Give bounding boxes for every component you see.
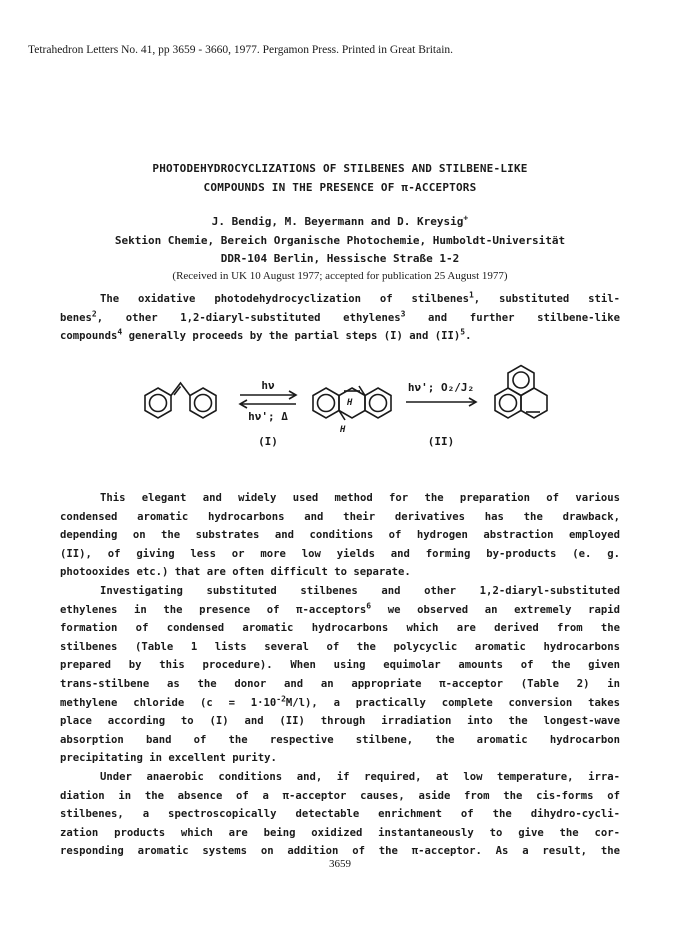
- paragraph-2-line: methylene chloride $(c = 1\cdot 10^{-2}M/l)$, a practically complete conversion takes: [60, 694, 620, 709]
- paragraph-1: [60, 489, 620, 582]
- journal-header: Tetrahedron Letters No. 41, pp 3659 - 3660, 1977. Pergamon Press. Printed in Great Britain.: [28, 44, 454, 56]
- intro-line-2: benes$^2$, other 1,2-diaryl-substituted ethylenes$^3$ and further stilbene-like: [60, 309, 620, 324]
- step-one-forward-label: hν: [261, 379, 275, 392]
- paragraph-1-line: This elegant and widely used method for the preparation of various: [100, 492, 620, 504]
- authors: J. Bendig, M. Beyermann and D. Kreysig+: [211, 213, 469, 228]
- paragraph-3-line: Under anaerobic conditions and, if required, at low temperature, irra-: [100, 771, 620, 783]
- step-two-label: (II): [427, 435, 455, 448]
- step-one-label: (I): [258, 435, 278, 448]
- paragraph-3-line: diation in the absence of a π-acceptor causes, aside from the cis-forms of: [60, 789, 620, 802]
- title-line-1: PHOTODEHYDROCYCLIZATIONS OF STILBENES AND STILBENE-LIKE: [152, 162, 528, 175]
- paragraph-2-line: prepared by this procedure). When using equimolar amounts of the given: [60, 659, 620, 672]
- intro-paragraph: [60, 290, 620, 346]
- paragraph-3-line: stilbenes, a spectroscopically detectable enrichment of the dihydro-cycli-: [60, 808, 620, 821]
- paragraph-2-line: trans-stilbene as the donor and an appropriate π-acceptor (Table 2) in: [60, 677, 620, 690]
- paragraph-2-line: place according to (I) and (II) through irradiation into the longest-wave: [60, 715, 620, 728]
- page-number: 3659: [329, 858, 351, 870]
- paragraph-2: [60, 582, 620, 768]
- paragraph-1-line: depending on the substrates and conditions of hydrogen abstraction employed: [60, 529, 620, 542]
- step-two-arrow: [406, 398, 476, 406]
- paragraph-2-line: stilbenes (Table 1 lists several of the polycyclic aromatic hydrocarbons: [60, 640, 620, 653]
- hydrogen-label-lower: H: [340, 425, 346, 435]
- affiliation-line-1: Sektion Chemie, Bereich Organische Photochemie, Humboldt-Universität: [114, 234, 566, 247]
- paragraph-2-line: precipitating in excellent purity.: [60, 752, 277, 765]
- paragraph-3-line: zation products which are being oxidized instantaneously to give the cor-: [60, 826, 620, 839]
- title-line-2: COMPOUNDS IN THE PRESENCE OF π-ACCEPTORS: [203, 181, 477, 194]
- stilbene-structure: [145, 383, 216, 418]
- step-one-reverse-label: hν'; Δ: [248, 410, 288, 423]
- step-two-reagents: hν'; O₂/J₂: [407, 381, 475, 394]
- intro-line-3: compounds$^4$ generally proceeds by the partial steps (I) and (II)$^5$.: [60, 327, 472, 343]
- paragraph-2-line: Investigating substituted stilbenes and other 1,2-diaryl-substituted: [100, 585, 620, 597]
- paragraph-2-line: absorption band of the respective stilbene, the aromatic hydrocarbon: [60, 733, 620, 746]
- paragraph-1-line: photooxides etc.) that are often difficult to separate.: [60, 566, 411, 579]
- paragraph-1-line: condensed aromatic hydrocarbons and their derivatives has the drawback,: [60, 510, 620, 523]
- intro-line-1: The oxidative photodehydrocyclization of stilbenes$^1$, substituted stil-: [100, 290, 620, 305]
- paragraph-3-line: responding aromatic systems on addition of the π-acceptor. As a result, the: [60, 845, 620, 858]
- paragraph-3: [60, 768, 620, 861]
- paragraph-1-line: (II), of giving less or more low yields and forming by-products (e. g.: [60, 547, 620, 560]
- paragraph-2-line: ethylenes in the presence of π-acceptors$^6$ we observed an extremely rapid: [60, 601, 621, 616]
- paragraph-2-line: formation of condensed aromatic hydrocarbons which are derived from the: [60, 622, 620, 635]
- affiliation-line-2: DDR-104 Berlin, Hessische Straße 1-2: [220, 252, 460, 265]
- reaction-scheme: [0, 345, 680, 460]
- step-one-arrows: [240, 391, 296, 408]
- hydrogen-label-upper: H: [347, 398, 353, 408]
- received-dates: (Received in UK 10 August 1977; accepted for publication 25 August 1977): [172, 270, 508, 282]
- phenanthrene-structure: [495, 366, 547, 419]
